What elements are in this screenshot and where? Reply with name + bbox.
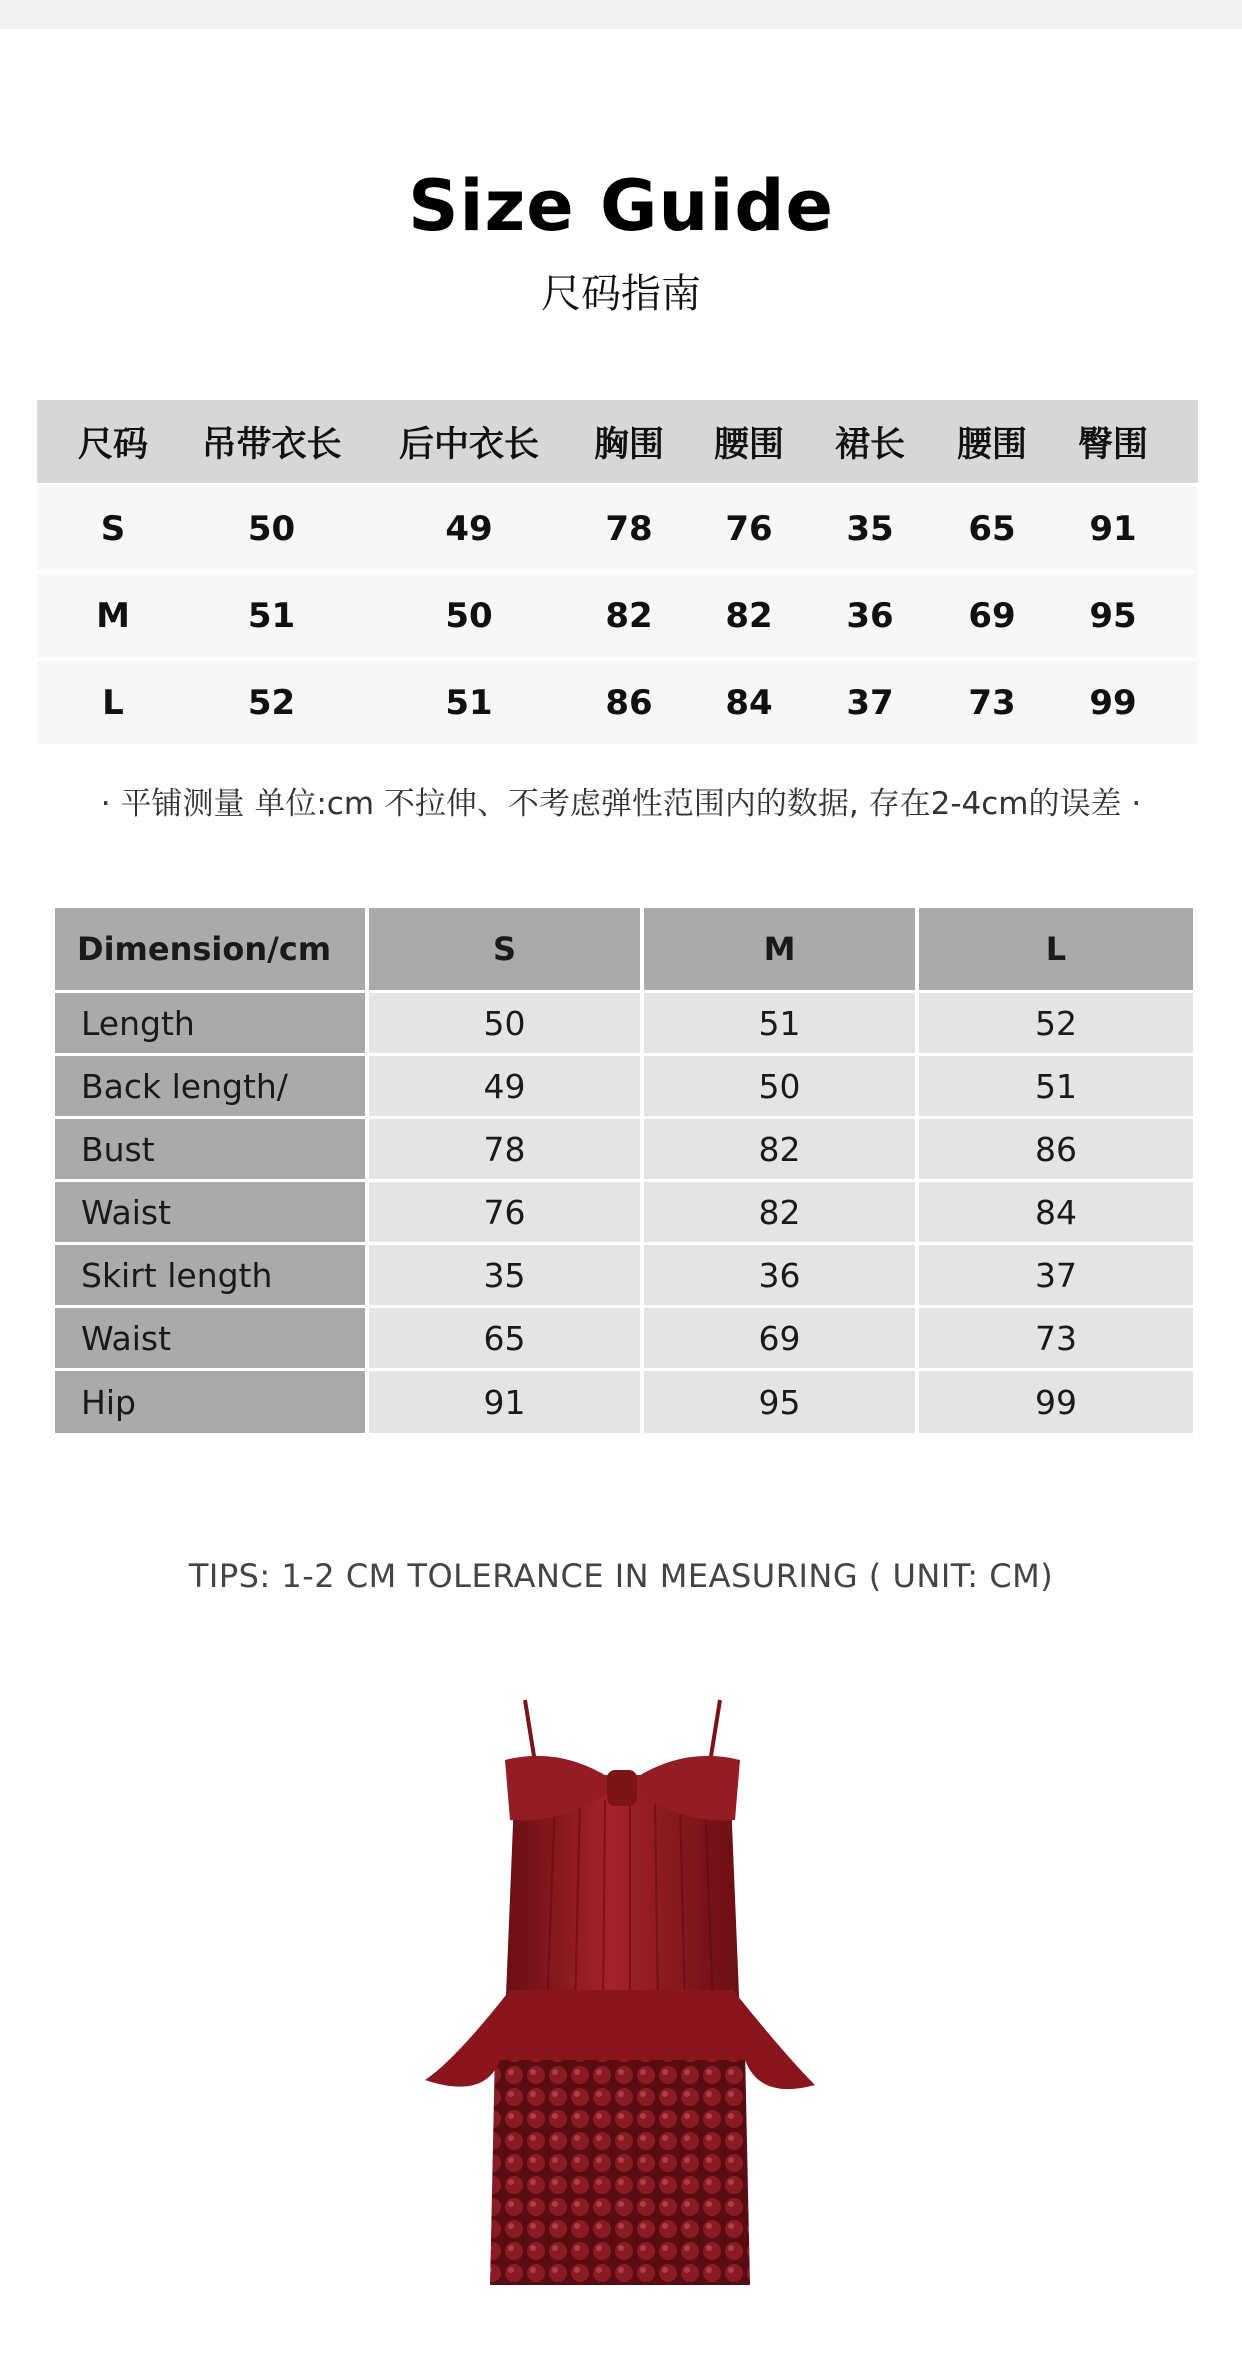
value-cell: 95 (1089, 595, 1137, 636)
dress-illustration (415, 1690, 825, 2300)
value-cell: 73 (968, 682, 1016, 723)
value-cell: 86 (605, 682, 653, 723)
value-cell: 35 (369, 1245, 640, 1305)
table-row (55, 1182, 1193, 1242)
value-cell: 36 (846, 595, 894, 636)
page-subtitle: 尺码指南 (541, 271, 701, 317)
header-cell: 后中衣长 (398, 424, 539, 465)
value-cell: 99 (1089, 682, 1137, 723)
header-cell: 臀围 (1077, 424, 1148, 465)
page-title: Size Guide (408, 165, 834, 247)
value-cell: 50 (644, 1056, 915, 1116)
value-cell: 73 (919, 1308, 1193, 1368)
table-row (55, 1245, 1193, 1305)
value-cell: 49 (445, 508, 493, 549)
table-row (37, 487, 1198, 570)
dimension-label: Waist (55, 1308, 365, 1368)
value-cell: 35 (846, 508, 894, 549)
value-cell: 84 (919, 1182, 1193, 1242)
value-cell: 65 (369, 1308, 640, 1368)
value-cell: 99 (919, 1371, 1193, 1433)
value-cell: 84 (725, 682, 773, 723)
header-cell: L (919, 908, 1193, 990)
dimension-label: Skirt length (55, 1245, 365, 1305)
value-cell: 50 (369, 993, 640, 1053)
value-cell: 82 (725, 595, 773, 636)
value-cell: 82 (605, 595, 653, 636)
value-cell: 51 (644, 993, 915, 1053)
value-cell: 37 (846, 682, 894, 723)
header-cell: 腰围 (956, 424, 1027, 465)
header-cell: M (644, 908, 915, 990)
table-row (55, 1371, 1193, 1433)
value-cell: 36 (644, 1245, 915, 1305)
table-row (55, 1056, 1193, 1116)
measurement-note: · 平铺测量 单位:cm 不拉伸、不考虑弹性范围内的数据, 存在2-4cm的误差 · (100, 786, 1142, 822)
table-header-row (37, 400, 1198, 483)
value-cell: 50 (247, 508, 296, 549)
top-bar (0, 0, 1242, 29)
table-header-row (55, 908, 1193, 990)
dimension-label: Length (55, 993, 365, 1053)
table-row (55, 993, 1193, 1053)
header-cell: 尺码 (77, 424, 148, 465)
value-cell: 37 (919, 1245, 1193, 1305)
value-cell: 51 (919, 1056, 1193, 1116)
value-cell: 52 (247, 682, 296, 723)
value-cell: 50 (445, 595, 493, 636)
size-cell: S (100, 508, 126, 549)
value-cell: 69 (968, 595, 1016, 636)
value-cell: 49 (369, 1056, 640, 1116)
dimension-label: Bust (55, 1119, 365, 1179)
table-row (37, 661, 1198, 744)
value-cell: 51 (247, 595, 296, 636)
header-cell: 腰围 (713, 424, 784, 465)
value-cell: 69 (644, 1308, 915, 1368)
table-row (55, 1119, 1193, 1179)
tips-text: TIPS: 1-2 CM TOLERANCE IN MEASURING ( UNIT: CM) (188, 1557, 1054, 1595)
table-row (37, 574, 1198, 657)
size-cell: L (102, 682, 124, 723)
value-cell: 76 (725, 508, 773, 549)
value-cell: 76 (369, 1182, 640, 1242)
value-cell: 78 (605, 508, 653, 549)
value-cell: 95 (644, 1371, 915, 1433)
header-cell: 胸围 (593, 424, 664, 465)
header-cell: Dimension/cm (55, 908, 365, 990)
dimension-label: Waist (55, 1182, 365, 1242)
size-cell: M (96, 595, 130, 636)
header-cell: 吊带衣长 (201, 424, 342, 465)
header-cell: S (369, 908, 640, 990)
header-cell: 裙长 (834, 424, 905, 465)
value-cell: 51 (445, 682, 493, 723)
value-cell: 86 (919, 1119, 1193, 1179)
table-row (55, 1308, 1193, 1368)
value-cell: 91 (369, 1371, 640, 1433)
value-cell: 82 (644, 1182, 915, 1242)
value-cell: 82 (644, 1119, 915, 1179)
value-cell: 78 (369, 1119, 640, 1179)
value-cell: 91 (1089, 508, 1137, 549)
dimension-label: Back length/ (55, 1056, 365, 1116)
dress-icon (415, 1690, 825, 2300)
value-cell: 52 (919, 993, 1193, 1053)
value-cell: 65 (968, 508, 1016, 549)
dimension-label: Hip (55, 1371, 365, 1433)
